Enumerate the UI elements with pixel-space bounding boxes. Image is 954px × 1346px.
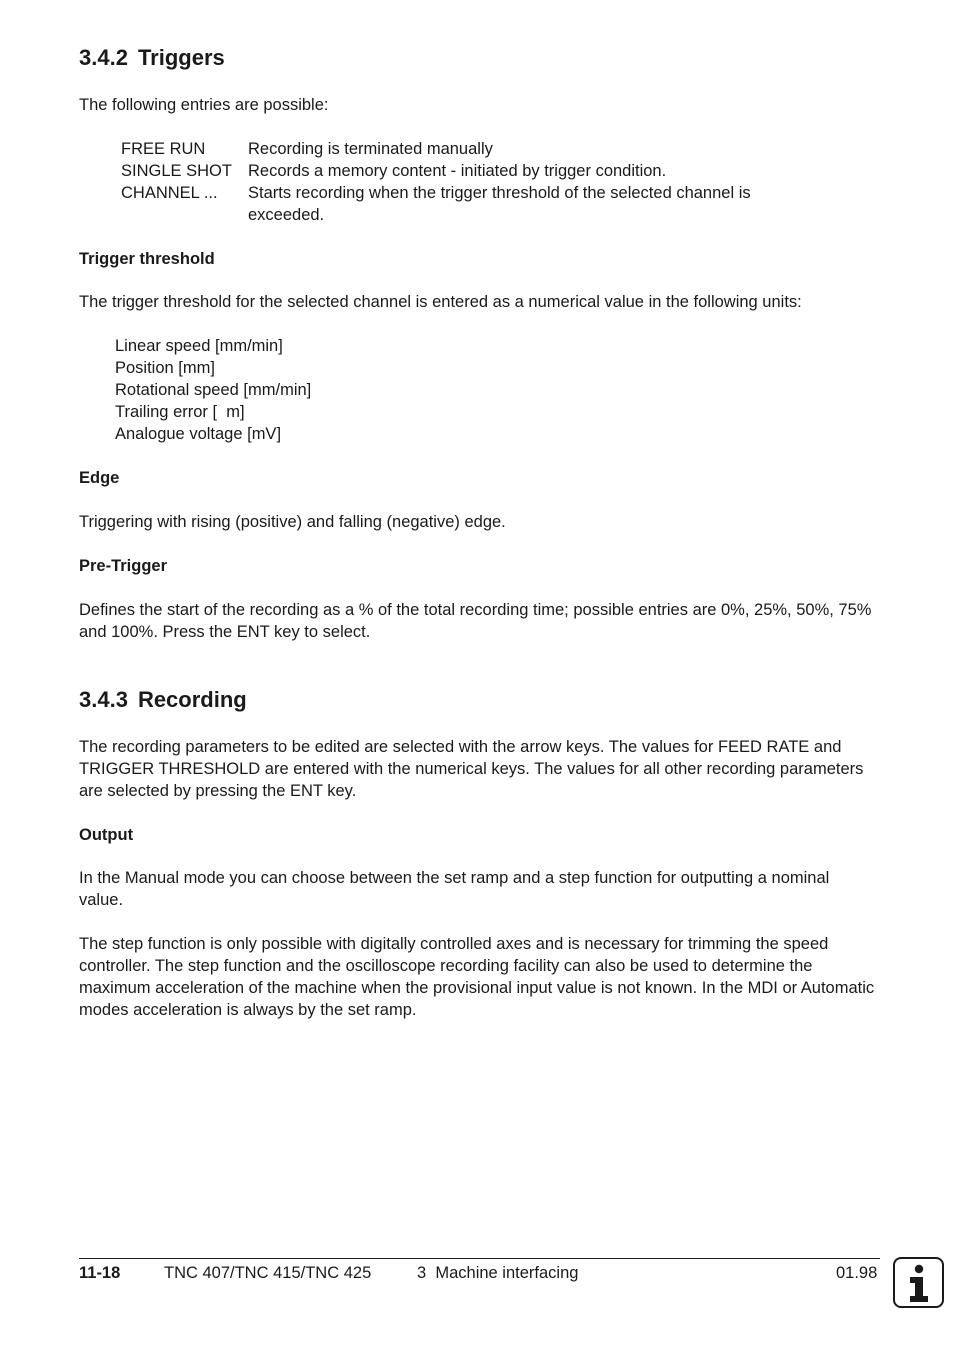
entry-row bbox=[121, 160, 881, 182]
entries-list bbox=[121, 138, 881, 226]
info-glyph bbox=[895, 1259, 942, 1306]
intro-text: The following entries are possible: bbox=[79, 96, 329, 114]
trigger-threshold-text: The trigger threshold for the selected channel is entered as a numerical value in the following units: bbox=[79, 293, 802, 311]
entry-key: SINGLE SHOT bbox=[121, 162, 232, 180]
entry-row bbox=[121, 182, 881, 226]
unit-item: Position [mm] bbox=[115, 359, 215, 377]
units-list bbox=[115, 335, 311, 445]
unit-item: Rotational speed [mm/min] bbox=[115, 381, 312, 399]
footer-title: TNC 407/TNC 415/TNC 425 bbox=[164, 1264, 372, 1282]
entry-desc: Recording is terminated manually bbox=[248, 140, 493, 158]
pre-trigger-text: Defines the start of the recording as a % of the total recording time; possible entries are 0%, 25%, 50%, 75% and 100%. Press the ENT key to select. bbox=[79, 601, 872, 641]
entry-row bbox=[121, 138, 881, 160]
section-heading-recording bbox=[79, 687, 247, 713]
section-number: 3.4.3 bbox=[79, 687, 128, 712]
entry-key: CHANNEL ... bbox=[121, 184, 218, 202]
subheading-output: Output bbox=[79, 826, 134, 844]
info-icon bbox=[893, 1257, 944, 1308]
subheading-trigger-threshold: Trigger threshold bbox=[79, 250, 215, 268]
recording-text: The recording parameters to be edited are selected with the arrow keys. The values for FEED RATE and TRIGGER THRESHOLD are entered with the numerical keys. The values for all other recording parameters are selected by pressing the ENT key. bbox=[79, 738, 864, 800]
edge-text: Triggering with rising (positive) and falling (negative) edge. bbox=[79, 513, 506, 531]
subheading-pre-trigger: Pre-Trigger bbox=[79, 557, 168, 575]
section-title: Recording bbox=[137, 687, 247, 712]
subheading-edge: Edge bbox=[79, 469, 120, 487]
entry-desc: Records a memory content - initiated by trigger condition. bbox=[248, 162, 667, 180]
unit-item: Linear speed [mm/min] bbox=[115, 337, 283, 355]
footer-chapter: 3 Machine interfacing bbox=[417, 1264, 579, 1282]
unit-item: Analogue voltage [mV] bbox=[115, 425, 282, 443]
section-heading-triggers bbox=[79, 45, 225, 71]
unit-item: Trailing error [ m] bbox=[115, 403, 245, 421]
entry-desc: Starts recording when the trigger threshold of the selected channel is exceeded. bbox=[248, 184, 751, 224]
footer-rule bbox=[79, 1258, 880, 1259]
output-para-1: In the Manual mode you can choose between the set ramp and a step function for outputting a nominal value. bbox=[79, 869, 830, 909]
entry-key: FREE RUN bbox=[121, 140, 206, 158]
output-para-2: The step function is only possible with digitally controlled axes and is necessary for trimming the speed controller. The step function and the oscilloscope recording facility can also be used to determine the maximum acceleration of the machine when the provisional input value is not known. In the MDI or Automatic modes acceleration is always by the set ramp. bbox=[79, 935, 875, 1019]
section-title: Triggers bbox=[137, 45, 225, 70]
section-number: 3.4.2 bbox=[79, 45, 128, 70]
footer-date: 01.98 bbox=[836, 1264, 878, 1282]
footer-page-number: 11-18 bbox=[79, 1264, 121, 1282]
